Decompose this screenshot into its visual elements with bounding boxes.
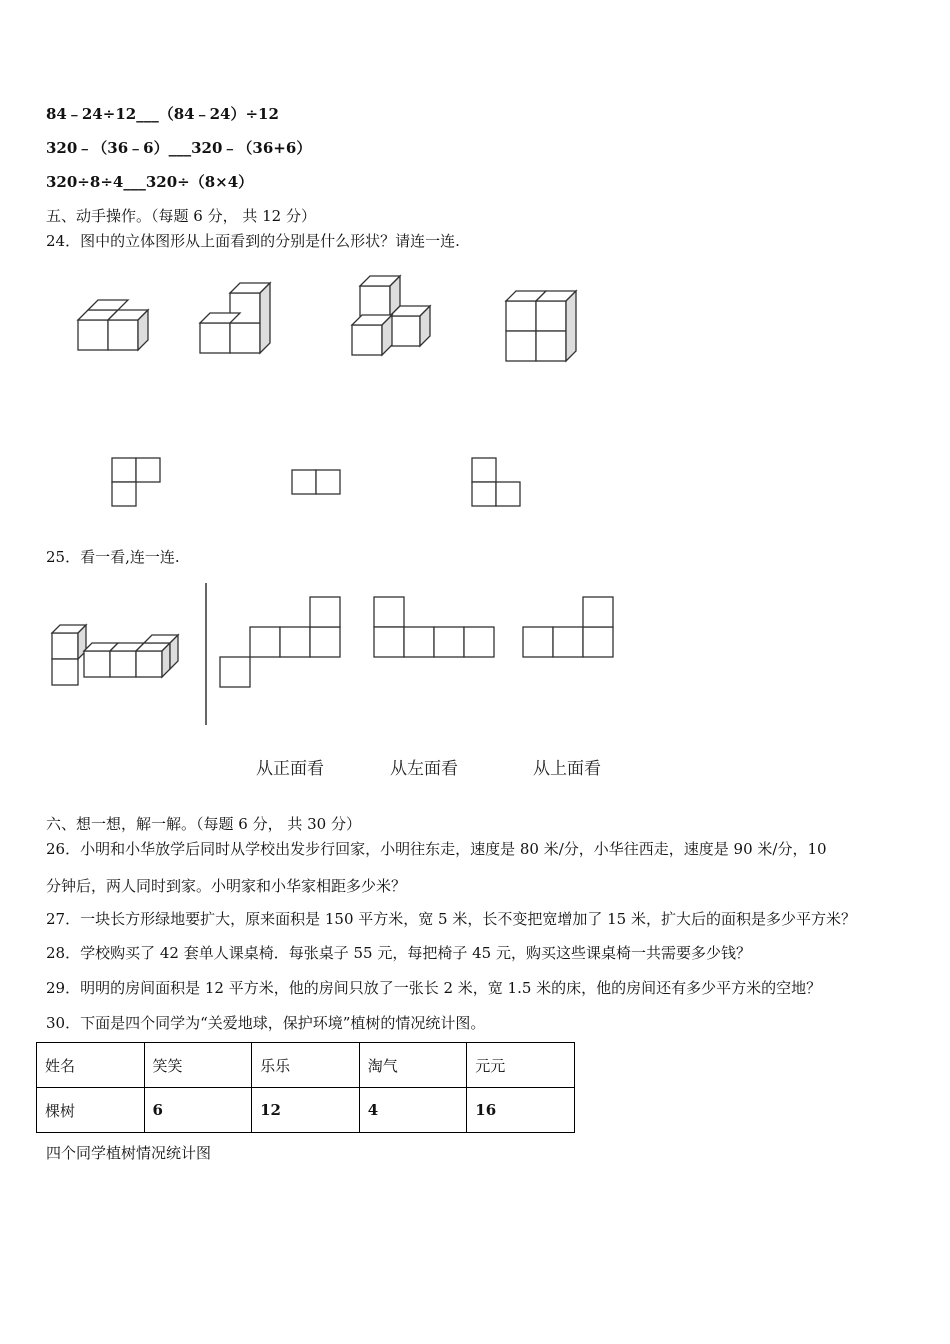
q25-solid-figure [52, 625, 178, 685]
q24-solid-figures [70, 270, 590, 370]
answer-blank[interactable]: ___ [168, 139, 192, 157]
caption-front-view: 从正面看 [256, 759, 324, 779]
question-28: 28．学校购买了 42 套单人课桌椅．每张桌子 55 元，每把椅子 45 元，购买这些课桌椅一共需要多少钱？ [46, 944, 751, 962]
table-cell: 4 [359, 1088, 467, 1133]
comparison-right: 320÷（8×4） [145, 173, 254, 191]
comparison-left: 320÷8÷4 [46, 173, 124, 191]
solid-figure-1 [78, 300, 148, 350]
table-cell: 乐乐 [252, 1043, 360, 1088]
comparison-right: （84﹣24）÷12 [158, 105, 279, 123]
table-cell: 6 [144, 1088, 252, 1133]
solid-figure-4 [506, 291, 576, 361]
section-5-heading: 五、动手操作。（每题 6 分， 共 12 分） [46, 207, 316, 225]
planting-table [36, 1042, 575, 1133]
top-view-shape-3[interactable] [472, 458, 520, 506]
caption-left-view: 从左面看 [390, 759, 458, 779]
table-cell: 淘气 [359, 1043, 467, 1088]
table-cell: 棵树 [37, 1088, 145, 1133]
question-27: 27．一块长方形绿地要扩大，原来面积是 150 平方米，宽 5 米，长不变把宽增加了 15 米，扩大后的面积是多少平方米？ [46, 910, 856, 928]
question-24: 24．图中的立体图形从上面看到的分别是什么形状？请连一连. [46, 232, 460, 250]
solid-figure-2 [200, 283, 270, 353]
section-6-heading: 六、想一想，解一解。（每题 6 分， 共 30 分） [46, 815, 361, 833]
q25-figures [40, 575, 640, 735]
solid-figure-3 [352, 276, 430, 355]
top-view-shape-1[interactable] [112, 458, 160, 506]
question-29: 29．明明的房间面积是 12 平方米，他的房间只放了一张长 2 米，宽 1.5 米的床，他的房间还有多少平方米的空地？ [46, 979, 822, 997]
q25-view-1[interactable] [220, 597, 340, 687]
question-26-line-1: 26．小明和小华放学后同时从学校出发步行回家，小明往东走，速度是 80 米/分，小华往西走，速度是 90 米/分，10 [46, 840, 827, 858]
table-row [37, 1088, 575, 1133]
question-30: 30．下面是四个同学为“关爱地球，保护环境”植树的情况统计图。 [46, 1014, 486, 1032]
q24-top-views [100, 450, 540, 512]
question-25: 25．看一看,连一连. [46, 548, 180, 566]
table-cell: 12 [252, 1088, 360, 1133]
table-cell: 笑笑 [144, 1043, 252, 1088]
answer-blank[interactable]: ___ [123, 173, 146, 191]
comparison-left: 84﹣24÷12 [46, 105, 137, 123]
comparison-3 [46, 171, 253, 192]
q25-view-3[interactable] [523, 597, 613, 657]
table-cell: 姓名 [37, 1043, 145, 1088]
table-header-row [37, 1043, 575, 1088]
comparison-2 [46, 137, 311, 158]
chart-caption: 四个同学植树情况统计图 [46, 1144, 212, 1162]
comparison-1 [46, 103, 279, 124]
q25-view-2[interactable] [374, 597, 494, 657]
comparison-left: 320﹣（36﹣6） [46, 139, 169, 157]
answer-blank[interactable]: ___ [136, 105, 159, 123]
top-view-shape-2[interactable] [292, 470, 340, 494]
question-26-line-2: 分钟后，两人同时到家。小明家和小华家相距多少米？ [46, 877, 407, 895]
comparison-right: 320﹣（36+6） [191, 139, 312, 157]
caption-top-view: 从上面看 [533, 759, 601, 779]
table-cell: 元元 [467, 1043, 575, 1088]
table-cell: 16 [467, 1088, 575, 1133]
